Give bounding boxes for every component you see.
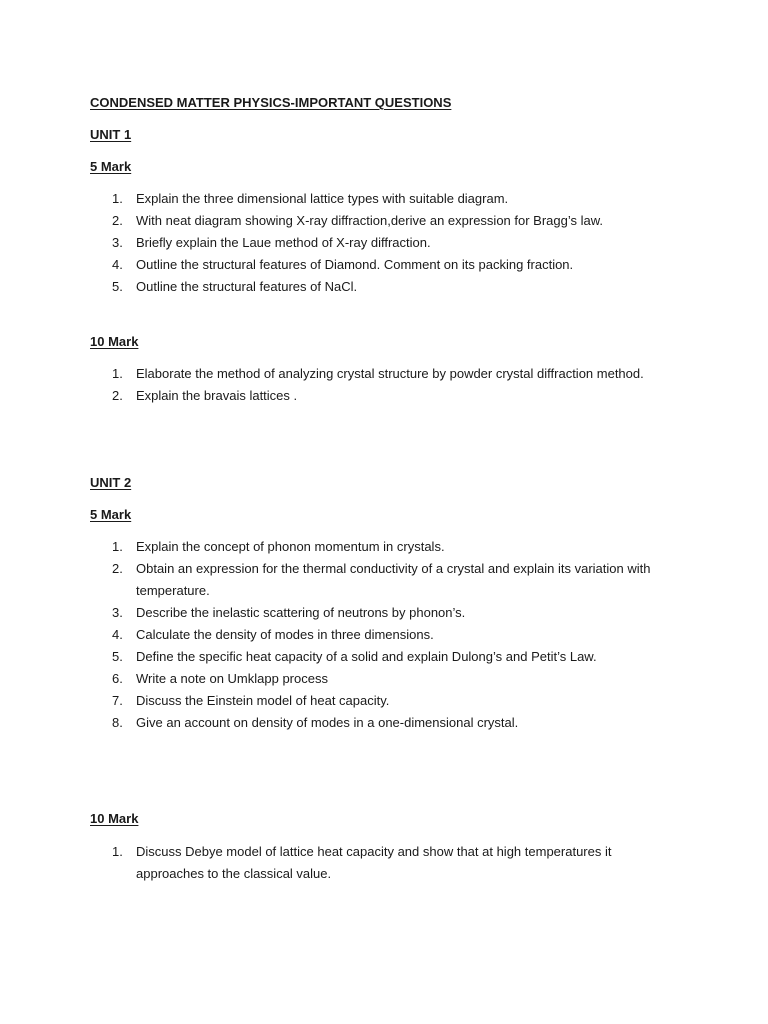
question-item [90, 536, 680, 558]
question-item [90, 646, 680, 668]
question-text: Elaborate the method of analyzing crystal structure by powder crystal diffraction method. [136, 366, 644, 381]
question-item [90, 188, 680, 210]
question-number: 2. [112, 388, 123, 403]
question-text: Briefly explain the Laue method of X-ray diffraction. [136, 235, 431, 250]
question-text: Write a note on Umklapp process [136, 671, 328, 686]
question-item [90, 668, 680, 690]
question-item [90, 690, 680, 712]
question-number: 2. [112, 213, 123, 228]
question-item [90, 712, 680, 734]
question-item [90, 363, 680, 385]
question-item [90, 210, 680, 232]
question-text: With neat diagram showing X-ray diffraction,derive an expression for Bragg’s law. [136, 213, 604, 228]
section-heading: 5 Mark [90, 507, 132, 522]
unit-heading: UNIT 2 [90, 475, 132, 490]
question-text: Discuss Debye model of lattice heat capacity and show that at high temperatures it approaches to the classical value. [136, 844, 612, 881]
question-number: 1. [112, 191, 123, 206]
unit-heading: UNIT 1 [90, 127, 132, 142]
question-number: 7. [112, 693, 123, 708]
question-number: 3. [112, 235, 123, 250]
question-text: Explain the concept of phonon momentum in crystals. [136, 539, 445, 554]
question-text: Explain the three dimensional lattice types with suitable diagram. [136, 191, 509, 206]
question-list [90, 363, 680, 407]
question-text: Calculate the density of modes in three dimensions. [136, 627, 434, 642]
question-number: 2. [112, 561, 123, 576]
section-heading: 5 Mark [90, 159, 132, 174]
question-item [90, 385, 680, 407]
question-text: Outline the structural features of NaCl. [136, 279, 358, 294]
question-text: Define the specific heat capacity of a solid and explain Dulong’s and Petit’s Law. [136, 649, 597, 664]
question-number: 1. [112, 539, 123, 554]
question-number: 1. [112, 844, 123, 859]
section-heading: 10 Mark [90, 334, 139, 349]
question-item [90, 558, 680, 602]
question-text: Give an account on density of modes in a one-dimensional crystal. [136, 715, 519, 730]
question-number: 8. [112, 715, 123, 730]
section-heading: 10 Mark [90, 811, 139, 826]
question-list [90, 841, 680, 885]
question-item [90, 232, 680, 254]
question-number: 4. [112, 257, 123, 272]
question-item [90, 841, 680, 885]
question-number: 4. [112, 627, 123, 642]
question-item [90, 624, 680, 646]
question-item [90, 602, 680, 624]
question-list [90, 536, 680, 734]
question-number: 5. [112, 649, 123, 664]
question-item [90, 276, 680, 298]
document-title: CONDENSED MATTER PHYSICS-IMPORTANT QUESTIONS [90, 95, 452, 110]
question-text: Discuss the Einstein model of heat capacity. [136, 693, 390, 708]
question-number: 1. [112, 366, 123, 381]
question-number: 5. [112, 279, 123, 294]
question-text: Describe the inelastic scattering of neutrons by phonon’s. [136, 605, 466, 620]
question-text: Obtain an expression for the thermal conductivity of a crystal and explain its variation with temperature. [136, 561, 651, 598]
question-item [90, 254, 680, 276]
question-number: 6. [112, 671, 123, 686]
question-text: Outline the structural features of Diamond. Comment on its packing fraction. [136, 257, 574, 272]
question-list [90, 188, 680, 298]
question-number: 3. [112, 605, 123, 620]
question-text: Explain the bravais lattices . [136, 388, 298, 403]
